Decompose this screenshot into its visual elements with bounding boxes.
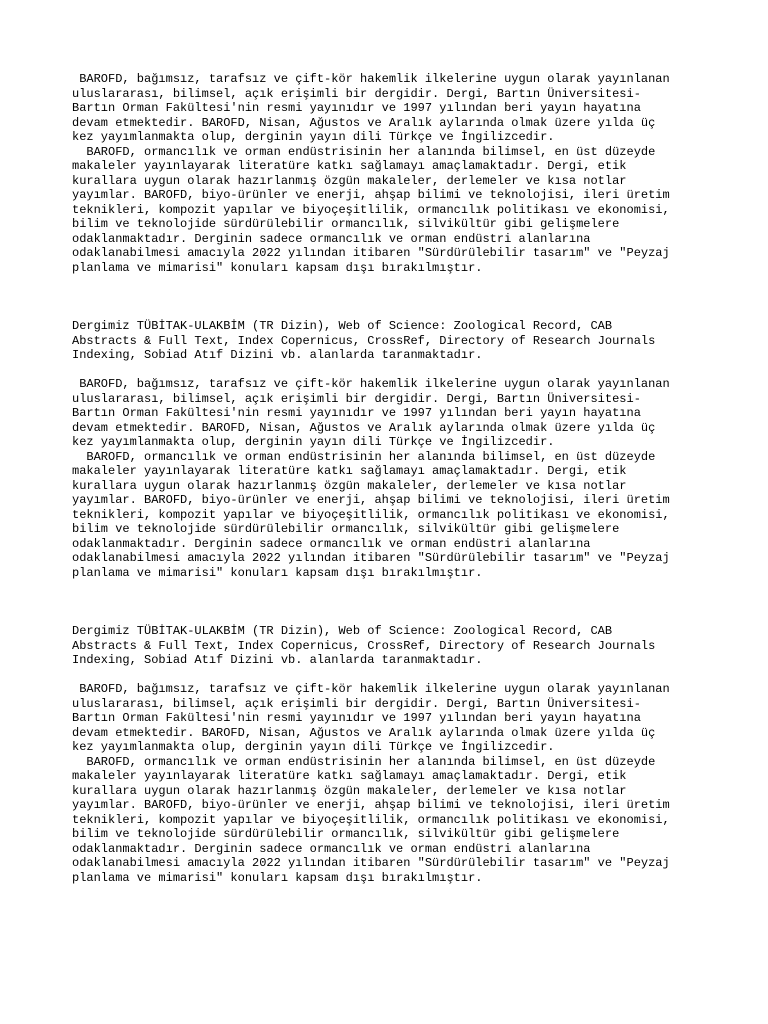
indexing-paragraph: Dergimiz TÜBİTAK-ULAKBİM (TR Dizin), Web of Science: Zoological Record, CAB Abstracts & Full Text, Index Copernicus, CrossRef, Directory of Research Journals Indexing, Sobiad Atıf Dizini vb. alanlarda taranmaktadır. [72,624,656,667]
paragraph-spacer [72,363,712,378]
about-scope-paragraph: BAROFD, ormancılık ve orman endüstrisinin her alanında bilimsel, en üst düzeyde makaleler yayınlayarak literatüre katkı sağlamayı amaçlamaktadır. Dergi, etik kurallara uygun olarak hazırlanmış özgün makaleler, derlemeler ve kısa notlar yayımlar. BAROFD, biyo-ürünler ve enerji, ahşap bilimi ve teknolojisi, ileri üretim teknikleri, kompozit yapılar ve biyoçeşitlilik, ormancılık politikası ve ekonomisi, bilim ve teknolojide sürdürülebilir ormancılık, silvikültür gibi gelişmelere odaklanmaktadır. Derginin sadece ormancılık ve orman endüstri alanlarına odaklanabilmesi amacıyla 2022 yılından itibaren "Sürdürülebilir tasarım" ve "Peyzaj planlama ve mimarisi" konuları kapsam dışı bırakılmıştır. [72,144,670,275]
about-intro-paragraph: BAROFD, bağımsız, tarafsız ve çift-kör hakemlik ilkelerine uygun olarak yayınlanan uluslararası, bilimsel, açık erişimli bir dergidir. Dergi, Bartın Üniversitesi- Bartın Orman Fakültesi'nin resmi yayınıdır ve 1997 yılından beri yayın hayatına devam etmektedir. BAROFD, Nisan, Ağustos ve Aralık aylarında olmak üzere yılda üç kez yayımlanmakta olup, derginin yayın dili Türkçe ve İngilizcedir. [72,682,670,754]
about-scope-paragraph: BAROFD, ormancılık ve orman endüstrisinin her alanında bilimsel, en üst düzeyde makaleler yayınlayarak literatüre katkı sağlamayı amaçlamaktadır. Dergi, etik kurallara uygun olarak hazırlanmış özgün makaleler, derlemeler ve kısa notlar yayımlar. BAROFD, biyo-ürünler ve enerji, ahşap bilimi ve teknolojisi, ileri üretim teknikleri, kompozit yapılar ve biyoçeşitlilik, ormancılık politikası ve ekonomisi, bilim ve teknolojide sürdürülebilir ormancılık, silvikültür gibi gelişmelere odaklanmaktadır. Derginin sadece ormancılık ve orman endüstri alanlarına odaklanabilmesi amacıyla 2022 yılından itibaren "Sürdürülebilir tasarım" ve "Peyzaj planlama ve mimarisi" konuları kapsam dışı bırakılmıştır. [72,449,670,580]
indexing-paragraph: Dergimiz TÜBİTAK-ULAKBİM (TR Dizin), Web of Science: Zoological Record, CAB Abstracts & Full Text, Index Copernicus, CrossRef, Directory of Research Journals Indexing, Sobiad Atıf Dizini vb. alanlarda taranmaktadır. [72,319,656,362]
paragraph-spacer [72,668,712,683]
document-page [72,72,712,885]
about-intro-paragraph: BAROFD, bağımsız, tarafsız ve çift-kör hakemlik ilkelerine uygun olarak yayınlanan uluslararası, bilimsel, açık erişimli bir dergidir. Dergi, Bartın Üniversitesi- Bartın Orman Fakültesi'nin resmi yayınıdır ve 1997 yılından beri yayın hayatına devam etmektedir. BAROFD, Nisan, Ağustos ve Aralık aylarında olmak üzere yılda üç kez yayımlanmakta olup, derginin yayın dili Türkçe ve İngilizcedir. [72,72,670,144]
about-scope-paragraph: BAROFD, ormancılık ve orman endüstrisinin her alanında bilimsel, en üst düzeyde makaleler yayınlayarak literatüre katkı sağlamayı amaçlamaktadır. Dergi, etik kurallara uygun olarak hazırlanmış özgün makaleler, derlemeler ve kısa notlar yayımlar. BAROFD, biyo-ürünler ve enerji, ahşap bilimi ve teknolojisi, ileri üretim teknikleri, kompozit yapılar ve biyoçeşitlilik, ormancılık politikası ve ekonomisi, bilim ve teknolojide sürdürülebilir ormancılık, silvikültür gibi gelişmelere odaklanmaktadır. Derginin sadece ormancılık ve orman endüstri alanlarına odaklanabilmesi amacıyla 2022 yılından itibaren "Sürdürülebilir tasarım" ve "Peyzaj planlama ve mimarisi" konuları kapsam dışı bırakılmıştır. [72,754,670,885]
about-intro-paragraph: BAROFD, bağımsız, tarafsız ve çift-kör hakemlik ilkelerine uygun olarak yayınlanan uluslararası, bilimsel, açık erişimli bir dergidir. Dergi, Bartın Üniversitesi- Bartın Orman Fakültesi'nin resmi yayınıdır ve 1997 yılından beri yayın hayatına devam etmektedir. BAROFD, Nisan, Ağustos ve Aralık aylarında olmak üzere yılda üç kez yayımlanmakta olup, derginin yayın dili Türkçe ve İngilizcedir. [72,377,670,449]
section-spacer [72,275,712,319]
section-spacer [72,580,712,624]
